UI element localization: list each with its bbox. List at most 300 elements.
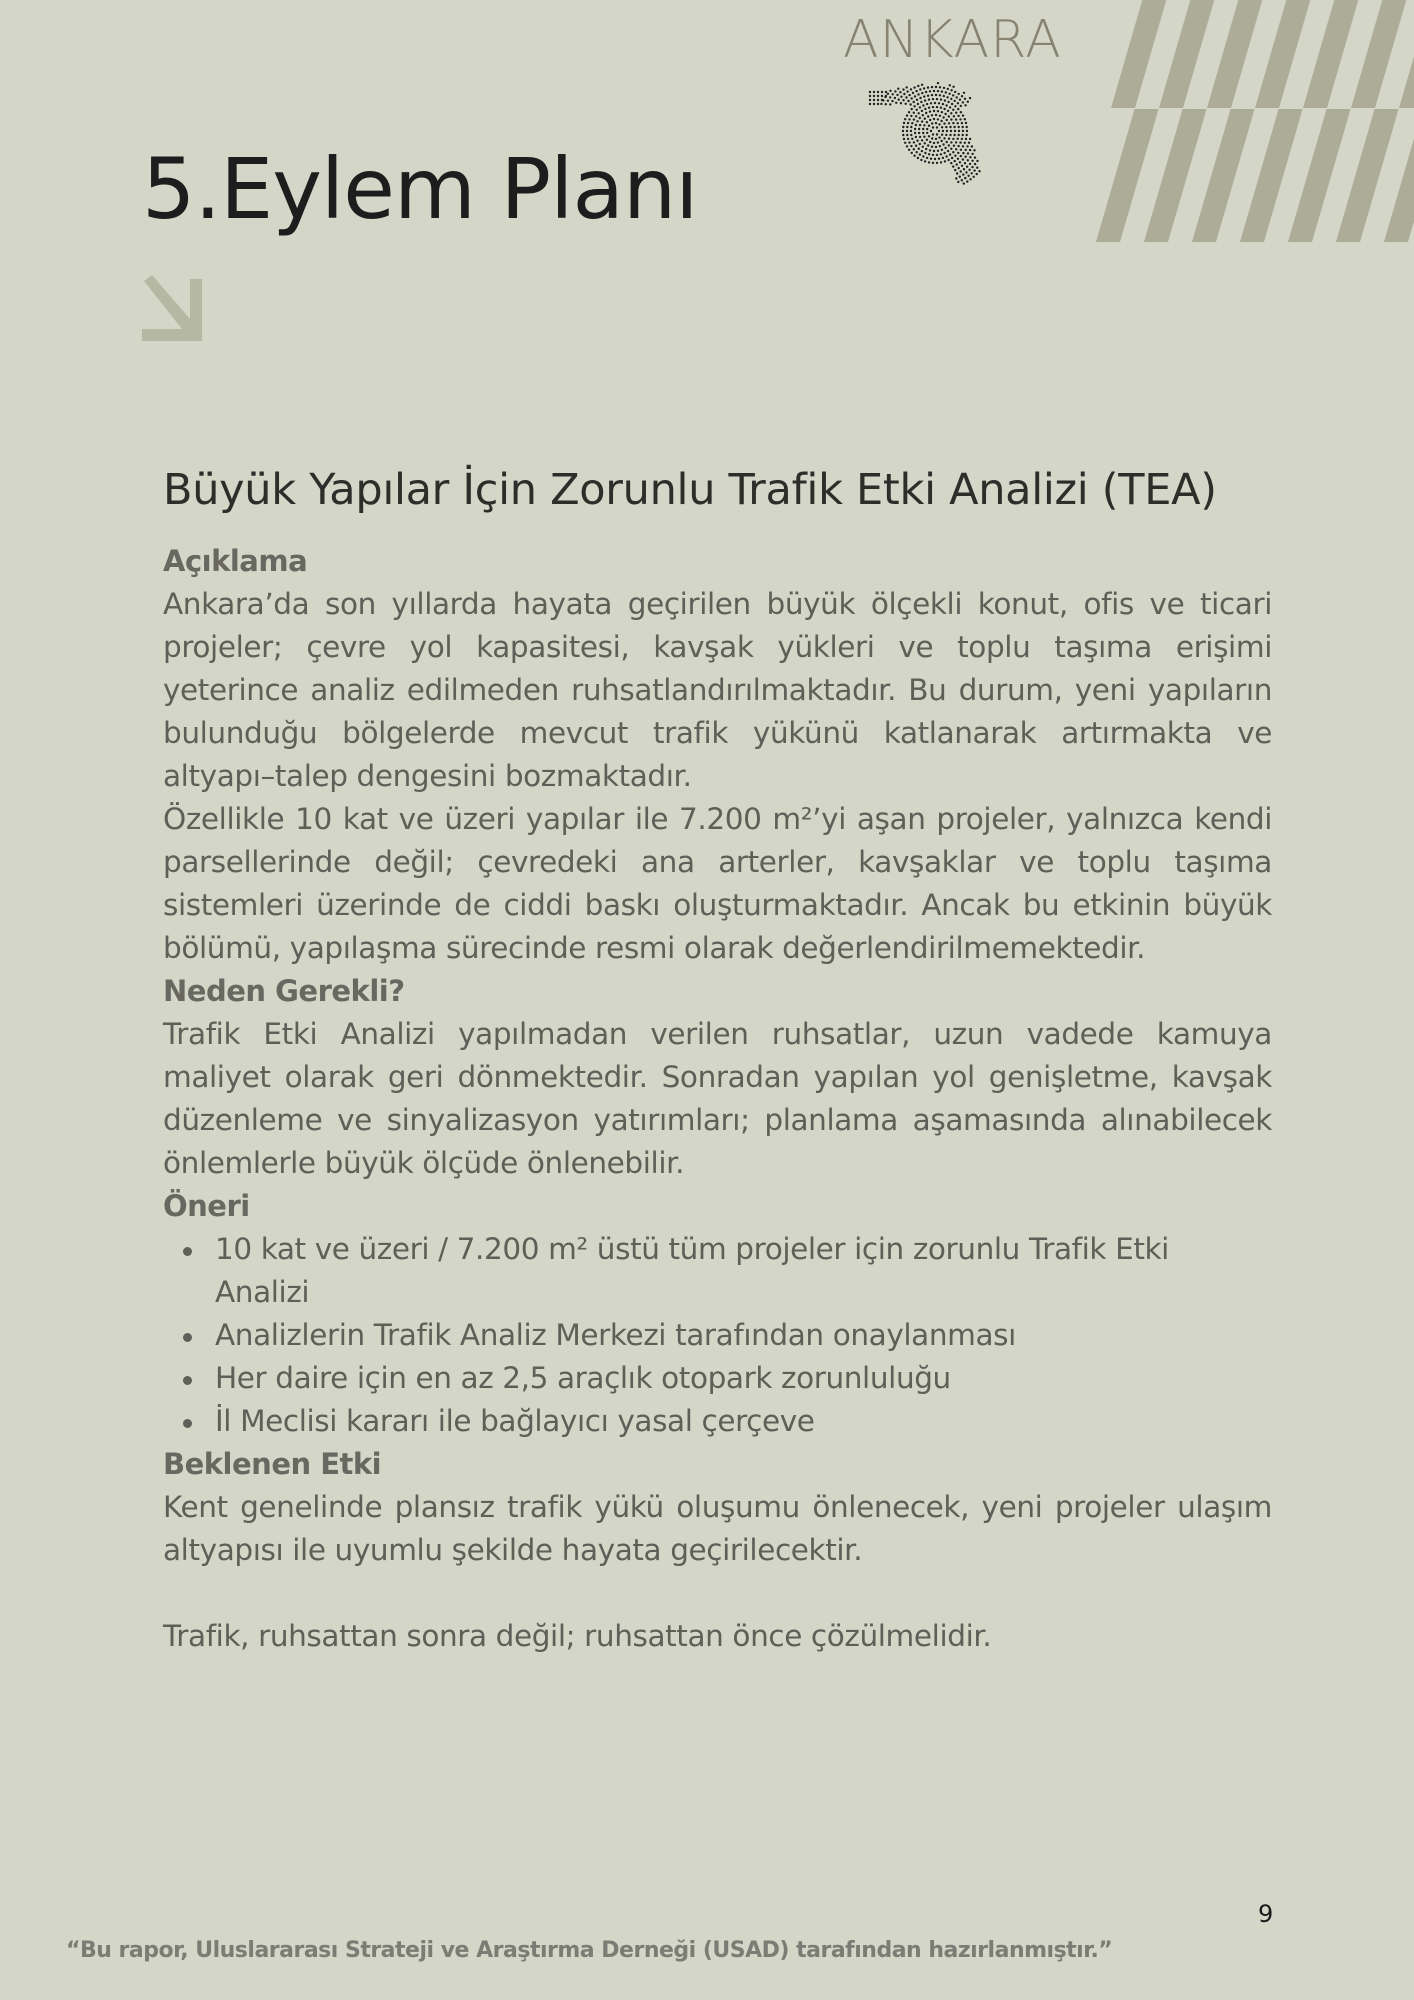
map-dot [940,153,942,155]
map-dot [950,118,952,120]
stripe-shape [1111,0,1166,108]
map-dot [946,119,948,121]
map-dot [965,138,967,140]
map-dot [938,102,940,104]
map-dot [958,167,960,169]
map-dot [911,152,913,154]
map-dot [942,116,944,118]
stripe-shape [1288,109,1351,242]
closing-statement: Trafik, ruhsattan sonra değil; ruhsattan önce çözülmelidir. [163,1619,992,1653]
map-dot [877,99,879,101]
list-item [215,1314,1272,1357]
map-dot [914,128,916,130]
map-dot [964,98,966,100]
map-dot [971,166,973,168]
map-dot [881,99,883,101]
map-dot [967,101,969,103]
map-dot [877,95,879,97]
map-dot [969,163,971,165]
map-dot [873,103,875,105]
map-dot [947,159,949,161]
map-dot [971,145,973,147]
map-dot [962,130,964,132]
map-dot [914,132,916,134]
map-dot [916,140,918,142]
map-dot [962,126,964,128]
map-dot [922,132,924,134]
map-dot [957,145,959,147]
map-dot [924,152,926,154]
map-dot [966,126,968,128]
map-dot [942,103,944,105]
aciklama-paragraph-2: Özellikle 10 kat ve üzeri yapılar ile 7.200 m²’yi aşan projeler, yalnızca kendi parsellerinde değil; çevredeki ana arterler, kavşaklar ve toplu taşıma sistemleri üzerinde de ciddi baskı oluşturmaktadır. Ancak bu etkinin büyük bölümü, yapılaşma sürecinde resmi olarak değerlendirilmemektedir. [163,802,1272,965]
map-dot [974,163,976,165]
map-dot [936,162,938,164]
map-dot [964,104,966,106]
map-dot [961,179,963,181]
map-dot [902,134,904,136]
map-dot [967,175,969,177]
map-dot [959,161,961,163]
map-dot [915,145,917,147]
map-dot [936,98,938,100]
map-dot [968,169,970,171]
map-dot [930,158,932,160]
map-dot [937,110,939,112]
map-dot [968,142,970,144]
map-dot [913,112,915,114]
map-dot [932,98,934,100]
map-dot [960,149,962,151]
map-dot [933,90,935,92]
map-dot [918,128,920,130]
beklenen-label: Beklenen Etki [163,1447,382,1481]
map-dot [927,144,929,146]
stripe-shape [1144,109,1207,242]
map-dot [939,94,941,96]
map-dot [946,96,948,98]
map-dot [913,105,915,107]
map-dot [919,106,921,108]
map-dot [971,153,973,155]
map-dot [902,126,904,128]
map-dot [910,145,912,147]
stripe-shape [1351,0,1406,108]
map-dot [971,172,973,174]
list-item [215,1400,1272,1443]
map-dot [919,124,921,126]
map-dot [908,94,910,96]
map-dot [952,151,954,153]
map-dot [953,145,955,147]
map-dot [931,94,933,96]
map-dot [942,130,944,132]
map-dot [903,122,905,124]
map-dot [927,95,929,97]
map-dot [961,122,963,124]
map-dot [948,138,950,140]
map-dot [902,88,904,90]
map-dot [914,95,916,97]
map-dot [934,158,936,160]
map-dot [950,141,952,143]
map-dot [958,126,960,128]
map-dot [937,82,939,84]
map-dot [931,137,933,139]
map-dot [941,149,943,151]
map-dot [931,114,933,116]
map-dot [915,124,917,126]
map-dot [944,160,946,162]
map-dot [917,157,919,159]
map-dot [944,99,946,101]
map-dot [955,141,957,143]
map-dot [935,138,937,140]
map-dot [894,90,896,92]
map-dot [921,84,923,86]
map-dot [926,128,928,130]
map-dot [905,96,907,98]
map-dot [963,168,965,170]
map-dot [966,180,968,182]
map-dot [923,124,925,126]
map-dot [881,91,883,93]
ankara-dotted-map-icon [860,66,1010,196]
map-dot [957,122,959,124]
stripe-shape [1159,0,1214,108]
map-dot [917,103,919,105]
map-dot [926,157,928,159]
map-dot [928,153,930,155]
map-dot [938,130,940,132]
oneri-list [163,1228,1272,1443]
map-dot [910,134,912,136]
map-dot [952,109,954,111]
map-dot [961,95,963,97]
map-dot [946,130,948,132]
map-dot [973,176,975,178]
map-dot [958,134,960,136]
map-dot [902,99,904,101]
map-dot [908,111,910,113]
map-dot [922,155,924,157]
map-dot [915,90,917,92]
map-dot [918,112,920,114]
map-dot [930,102,932,104]
map-dot [929,119,931,121]
bullet-icon [183,1419,192,1428]
map-dot [899,91,901,93]
map-dot [891,100,893,102]
map-dot [961,138,963,140]
map-dot [943,122,945,124]
map-dot [957,108,959,110]
map-dot [892,93,894,95]
map-dot [956,163,958,165]
map-dot [948,144,950,146]
map-dot [957,115,959,117]
map-dot [955,112,957,114]
map-dot [929,141,931,143]
map-dot [921,120,923,122]
map-dot [933,118,935,120]
stripe-shape [1192,109,1255,242]
map-dot [906,90,908,92]
map-dot [922,146,924,148]
map-dot [913,118,915,120]
map-dot [885,103,887,105]
map-dot [978,170,980,172]
map-dot [906,134,908,136]
stripe-shape [1303,0,1358,108]
map-dot [962,173,964,175]
map-dot [880,103,882,105]
map-dot [966,145,968,147]
map-dot [962,134,964,136]
map-dot [929,90,931,92]
map-dot [904,142,906,144]
map-dot [910,115,912,117]
map-dot [954,105,956,107]
map-dot [966,130,968,132]
map-dot [936,154,938,156]
map-dot [885,95,887,97]
map-dot [952,122,954,124]
map-dot [976,167,978,169]
map-dot [889,90,891,92]
map-dot [957,181,959,183]
map-dot [928,107,930,109]
map-dot [938,136,940,138]
map-dot [924,99,926,101]
map-dot [921,150,923,152]
map-dot [962,114,964,116]
map-dot [921,139,923,141]
map-dot [929,149,931,151]
map-dot [881,95,883,97]
map-dot [916,99,918,101]
map-dot [922,104,924,106]
map-dot [927,115,929,117]
map-dot [973,149,975,151]
map-dot [960,111,962,113]
list-item [215,1228,1272,1314]
map-dot [903,138,905,140]
map-dot [906,126,908,128]
map-dot [937,90,939,92]
map-dot [962,101,964,103]
stripe-shape [1207,0,1262,108]
map-dot [943,137,945,139]
map-dot [958,93,960,95]
bullet-icon [183,1333,192,1342]
map-dot [919,136,921,138]
map-dot [908,141,910,143]
map-dot [949,134,951,136]
arrow-down-right-icon [140,275,210,345]
map-dot [943,108,945,110]
map-dot [921,92,923,94]
map-dot [959,176,961,178]
map-dot [928,161,930,163]
map-dot [948,115,950,117]
map-dot [926,103,928,105]
map-dot [911,138,913,140]
map-dot [896,94,898,96]
map-dot [957,158,959,160]
map-dot [930,130,932,132]
map-dot [967,159,969,161]
map-dot [873,91,875,93]
map-dot [909,103,911,105]
map-dot [924,108,926,110]
map-dot [926,132,928,134]
main-content [163,462,1272,1658]
map-dot [895,102,897,104]
map-dot [940,107,942,109]
map-dot [954,130,956,132]
map-dot [932,154,934,156]
map-dot [932,162,934,164]
map-dot [954,160,956,162]
map-dot [925,91,927,93]
map-dot [887,100,889,102]
map-dot [947,101,949,103]
map-dot [976,160,978,162]
map-dot [964,156,966,158]
map-dot [962,158,964,160]
stripe-shape [1336,109,1399,242]
neden-label: Neden Gerekli? [163,974,405,1008]
map-dot [929,110,931,112]
map-dot [922,128,924,130]
map-dot [906,145,908,147]
map-dot [925,148,927,150]
map-dot [916,151,918,153]
map-dot [910,88,912,90]
map-dot [966,166,968,168]
map-dot [946,141,948,143]
map-dot [940,98,942,100]
map-dot [940,140,942,142]
stripe-shape [1255,0,1310,108]
map-dot [969,138,971,140]
map-dot [950,89,952,91]
map-dot [939,145,941,147]
map-dot [940,161,942,163]
map-dot [950,148,952,150]
bullet-icon [183,1376,192,1385]
map-dot [976,173,978,175]
map-dot [952,94,954,96]
map-dot [969,178,971,180]
map-dot [924,142,926,144]
map-dot [924,160,926,162]
map-dot [950,162,952,164]
map-dot [961,165,963,167]
map-dot [913,86,915,88]
map-dot [928,125,930,127]
map-dot [894,97,896,99]
map-dot [954,91,956,93]
map-dot [955,148,957,150]
city-name: ANKARA [843,10,1062,70]
map-dot [964,118,966,120]
map-dot [940,120,942,122]
list-item-text: Analizlerin Trafik Analiz Merkezi tarafından onaylanması [215,1318,1016,1352]
map-dot [923,87,925,89]
map-dot [939,115,941,117]
map-dot [869,99,871,101]
map-dot [936,133,938,135]
map-dot [917,93,919,95]
map-dot [933,110,935,112]
map-dot [960,170,962,172]
map-dot [910,130,912,132]
map-dot [965,122,967,124]
map-dot [917,85,919,87]
map-dot [935,86,937,88]
map-dot [965,171,967,173]
map-dot [910,126,912,128]
map-dot [907,122,909,124]
map-dot [957,102,959,104]
map-dot [953,126,955,128]
map-dot [935,146,937,148]
map-dot [957,138,959,140]
map-dot [920,101,922,103]
map-dot [923,95,925,97]
map-dot [919,153,921,155]
map-dot [919,88,921,90]
map-dot [960,155,962,157]
map-dot [925,112,927,114]
map-dot [934,102,936,104]
map-dot [969,149,971,151]
spacer [163,1572,1272,1615]
map-dot [937,150,939,152]
map-dot [951,157,953,159]
map-dot [944,113,946,115]
map-dot [900,96,902,98]
map-dot [969,156,971,158]
map-dot [947,150,949,152]
map-dot [945,126,947,128]
map-dot [958,130,960,132]
map-dot [932,133,934,135]
map-dot [916,109,918,111]
map-dot [948,122,950,124]
map-dot [937,118,939,120]
stripe-shape [1240,109,1303,242]
map-dot [933,142,935,144]
map-dot [960,105,962,107]
map-dot [907,100,909,102]
list-item-text: İl Meclisi kararı ile bağlayıcı yasal çerçeve [215,1404,815,1438]
map-dot [938,158,940,160]
map-dot [937,141,939,143]
map-dot [950,130,952,132]
map-dot [942,157,944,159]
map-dot [944,147,946,149]
map-dot [943,95,945,97]
map-dot [964,162,966,164]
map-dot [913,148,915,150]
map-dot [907,138,909,140]
beklenen-paragraph: Kent genelinde plansız trafik yükü oluşumu önlenecek, yeni projeler ulaşım altyapısı ile uyumlu şekilde hayata geçirilecektir. [163,1490,1272,1567]
map-dot [932,126,934,128]
map-dot [957,152,959,154]
